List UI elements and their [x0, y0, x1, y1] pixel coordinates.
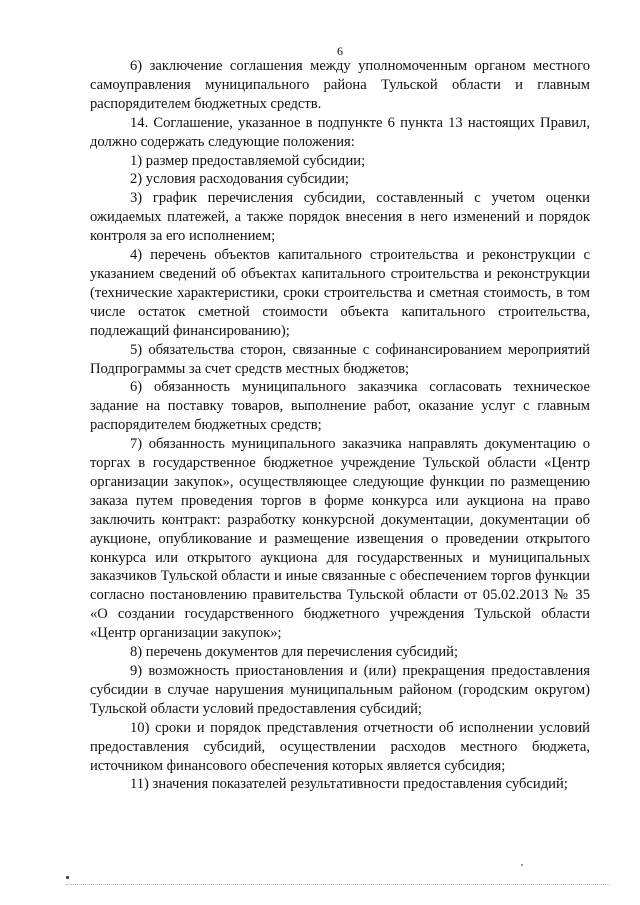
list-item-7: 7) обязанность муниципального заказчика направлять документацию о торгах в государственное бюджетное учреждение Тульской области «Центр организации закупок», осуществляющее следующие функции по размещению заказа путем проведения торгов в форме конкурса или аукциона на право заключить контракт: разработку конкурсной документации, документации об аукционе, опубликование и размещение извещения о проведении открытого конкурса или открытого аукциона для государственных и муниципальных заказчиков Тульской области и иные связанные с обеспечением торгов функции согласно постановлению правительства Тульской области от 05.02.2013 № 35 «О создании государственного бюджетного учреждения Тульской области «Центр организации закупок»; — [90, 436, 590, 642]
list-item-10: 10) сроки и порядок представления отчетности об исполнении условий предоставления субсидий, осуществлении расходов местного бюджета, источником финансового обеспечения которых является субсидия; — [90, 719, 590, 774]
list-item-1: 1) размер предоставляемой субсидии; — [130, 152, 366, 169]
list-item-4: 4) перечень объектов капитального строительства и реконструкции с указанием сведений об объектах капитального строительства и реконструкции (технические характеристики, сроки строительства и сметная стоимость, в том числе остаток сметной стоимости объекта капитального строительства, подлежащий финансированию); — [90, 247, 590, 339]
list-item-11: 11) значения показателей результативности предоставления субсидий; — [130, 776, 568, 793]
list-item-3: 3) график перечисления субсидии, составленный с учетом оценки ожидаемых платежей, а также порядок внесения в него изменений и порядок контроля за его исполнением; — [90, 190, 590, 245]
scan-speck — [66, 876, 69, 879]
paragraph-item-6-agreement: 6) заключение соглашения между уполномоченным органом местного самоуправления муниципального района Тульской области и главным распорядителем бюджетных средств. — [90, 58, 590, 112]
paragraph-14-agreement-content: 14. Соглашение, указанное в подпункте 6 пункта 13 настоящих Правил, должно содержать следующие положения: — [90, 114, 590, 150]
list-item-8: 8) перечень документов для перечисления субсидий; — [130, 644, 459, 661]
list-item-9: 9) возможность приостановления и (или) прекращения предоставления субсидии в случае нарушения муниципальным районом (городским округом) Тульской области условий предоставления субсидий; — [90, 663, 590, 717]
list-item-5: 5) обязательства сторон, связанные с софинансированием мероприятий Подпрограммы за счет средств местных бюджетов; — [90, 341, 590, 377]
scan-speck — [521, 864, 523, 866]
list-item-2: 2) условия расходования субсидии; — [130, 171, 349, 188]
page-number: 6 — [337, 44, 343, 58]
scan-artifact-line — [66, 884, 610, 887]
list-item-6: 6) обязанность муниципального заказчика согласовать техническое задание на поставку товаров, выполнение работ, оказание услуг с главным распорядителем бюджетных средств; — [90, 379, 590, 434]
document-body — [90, 57, 590, 794]
